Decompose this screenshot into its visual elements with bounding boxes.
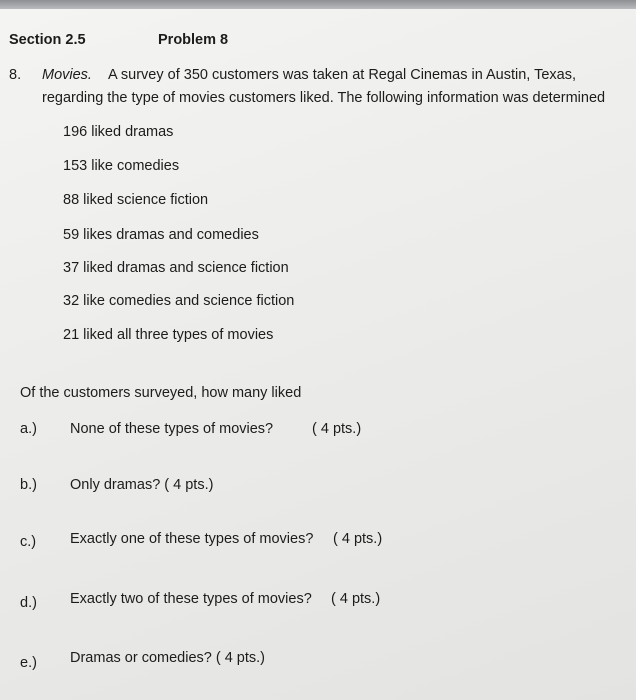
intro-line-2: regarding the type of movies customers liked. The following information was determined (42, 90, 606, 106)
question-text: None of these types of movies? (70, 421, 274, 437)
question-label: e.) (20, 655, 37, 671)
question-points: ( 4 pts.) (333, 531, 383, 547)
question-points: ( 4 pts.) (312, 421, 362, 437)
question-label: b.) (20, 477, 37, 493)
intro-line-1: A survey of 350 customers was taken at Regal Cinemas in Austin, Texas, (108, 67, 576, 83)
fact-item: 32 like comedies and science fiction (63, 293, 295, 309)
problem-label: Problem 8 (158, 32, 229, 48)
fact-item: 88 liked science fiction (63, 192, 209, 208)
question-text: Dramas or comedies? ( 4 pts.) (70, 650, 266, 666)
question-points: ( 4 pts.) (331, 591, 381, 607)
question-prompt: Of the customers surveyed, how many liked (20, 385, 302, 401)
question-label: d.) (20, 595, 37, 611)
question-text: Exactly one of these types of movies? (70, 531, 314, 547)
question-text: Exactly two of these types of movies? (70, 591, 312, 607)
question-label: c.) (20, 534, 37, 550)
fact-item: 21 liked all three types of movies (63, 327, 274, 343)
section-label: Section 2.5 (9, 32, 86, 48)
question-label: a.) (20, 421, 37, 437)
problem-topic: Movies. (42, 67, 92, 83)
fact-item: 153 like comedies (63, 158, 180, 174)
question-text: Only dramas? ( 4 pts.) (70, 477, 214, 493)
problem-number: 8. (9, 67, 22, 83)
fact-item: 37 liked dramas and science fiction (63, 260, 289, 276)
fact-item: 196 liked dramas (63, 124, 174, 140)
page-top-edge (0, 0, 636, 9)
fact-item: 59 likes dramas and comedies (63, 227, 259, 243)
